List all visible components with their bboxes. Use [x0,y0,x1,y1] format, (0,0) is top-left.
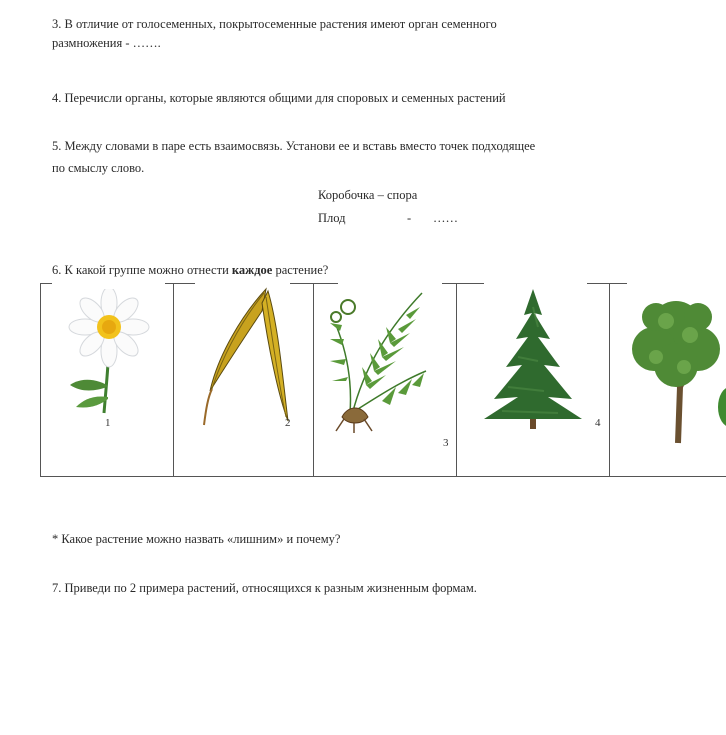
plant-number-1: 1 [105,417,111,429]
q5-pair1: Коробочка – спора [318,188,418,202]
q5-pair2-right: …… [433,211,458,225]
deciduous-tree-icon [626,287,726,447]
q7-text: 7. Приведи по 2 примера растений, относящихся к разным жизненным формам. [52,581,477,595]
q3-line2: размножения - ……. [52,36,161,50]
q6-suffix: растение? [275,263,329,277]
plant-number-4: 4 [595,417,601,429]
plant-number-3: 3 [443,437,449,449]
q5-pair2-left: Плод [318,211,346,225]
fern-icon [322,285,432,435]
q3-line1: 3. В отличие от голосеменных, покрытосеменные растения имеют орган семенного [52,17,497,31]
q6-prefix: 6. К какой группе можно отнести [52,263,229,277]
moss-leaf-icon [198,285,298,435]
fir-tree-icon [478,287,588,433]
q6-title [52,262,328,278]
q5-pair2-dash: - [407,211,412,225]
plant-number-2: 2 [285,417,291,429]
q6-bold-word: каждое [231,263,273,277]
plants-table [40,283,726,477]
extra-question: * Какое растение можно назвать «лишним» и почему? [52,532,341,546]
q5-line1: 5. Между словами в паре есть взаимосвязь. Установи ее и вставь вместо точек подходящее [52,139,536,153]
q5-line2: по смыслу слово. [52,161,145,175]
daisy-icon [62,289,152,417]
q4-text: 4. Перечисли органы, которые являются общими для споровых и семенных растений [52,91,506,105]
